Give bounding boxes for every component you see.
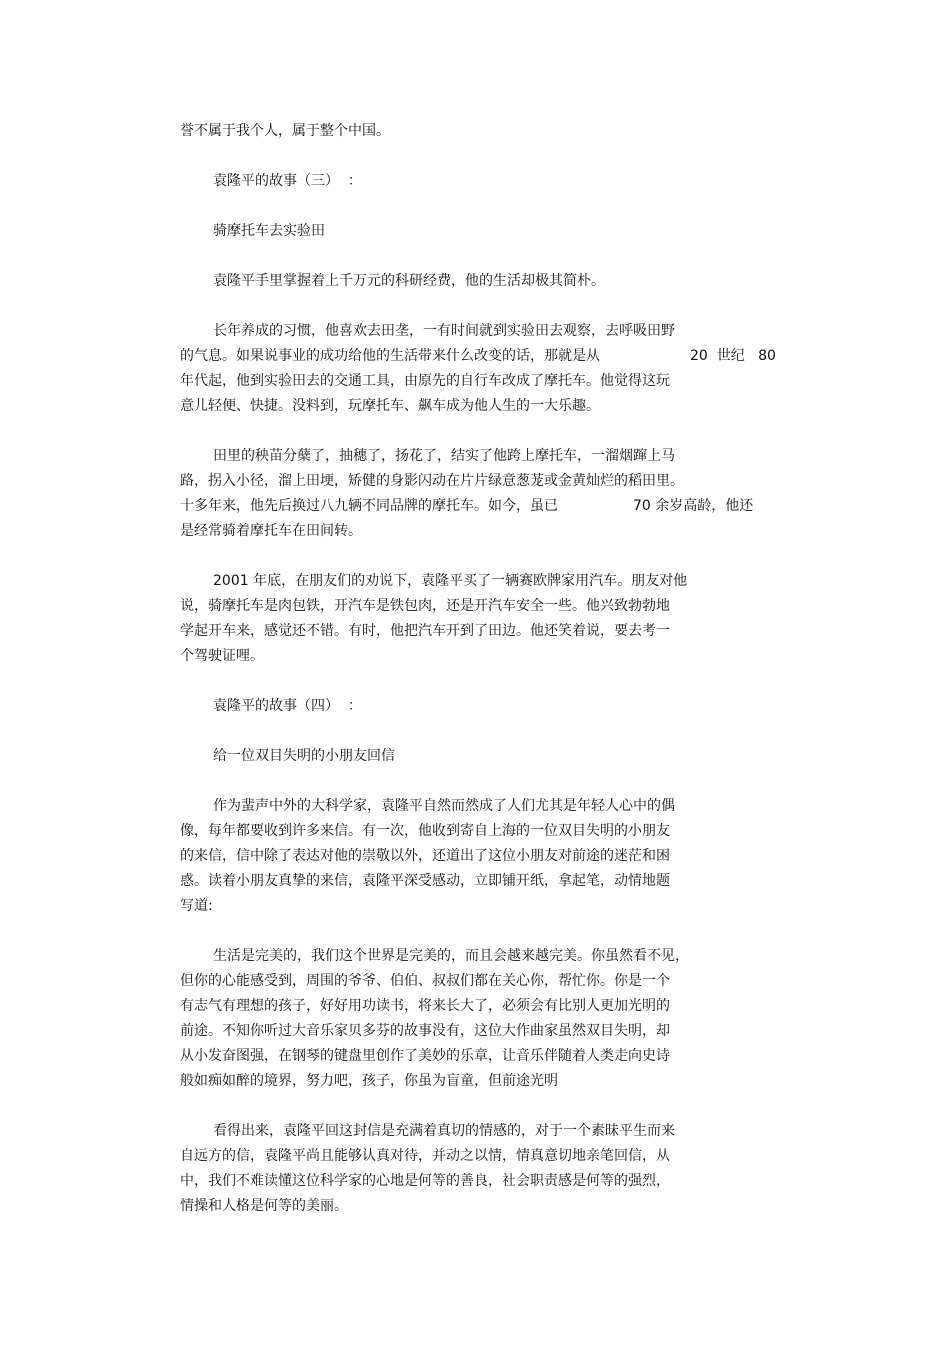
text-line: 是经常骑着摩托车在田间转。 [180,523,362,539]
text-line: 70 余岁高龄，他还 [633,498,754,514]
text-line: 生活是完美的，我们这个世界是完美的，而且会越来越完美。你虽然看不见， [213,948,689,964]
text-line: 从小发奋图强，在钢琴的键盘里创作了美妙的乐章，让音乐伴随着人类走向史诗 [180,1048,670,1064]
text-line: 但你的心能感受到，周围的爷爷、伯伯、叔叔们都在关心你，帮忙你。你是一个 [180,973,670,989]
text-line: 自远方的信，袁隆平尚且能够认真对待，并动之以情，情真意切地亲笔回信，从 [180,1148,670,1164]
section-heading: 袁隆平的故事（三） ： [213,173,362,189]
text-line: 般如痴如醉的境界，努力吧，孩子，你虽为盲童，但前途光明 [180,1073,558,1089]
text-line: 20 世纪 80 [690,348,776,364]
text-line: 情操和人格是何等的美丽。 [180,1198,348,1214]
text-line: 写道: [180,898,213,914]
text-line: 有志气有理想的孩子，好好用功读书，将来长大了，必须会有比别人更加光明的 [180,998,670,1014]
text-line: 誉不属于我个人，属于整个中国。 [180,123,390,139]
text-line: 的气息。如果说事业的成功给他的生活带来什么改变的话，那就是从 [180,348,600,364]
text-line: 路，拐入小径，溜上田埂，矫健的身影闪动在片片绿意葱茏或金黄灿烂的稻田里。 [180,473,684,489]
text-line: 袁隆平手里掌握着上千万元的科研经费，他的生活却极其简朴。 [213,273,605,289]
subsection-title: 骑摩托车去实验田 [213,223,325,239]
subsection-title: 给一位双目失明的小朋友回信 [213,748,395,764]
text-line: 说，骑摩托车是肉包铁，开汽车是铁包肉，还是开汽车安全一些。他兴致勃勃地 [180,598,670,614]
text-line: 意儿轻便、快捷。没料到，玩摩托车、飙车成为他人生的一大乐趣。 [180,398,600,414]
text-line: 作为蜚声中外的大科学家，袁隆平自然而然成了人们尤其是年轻人心中的偶 [213,798,675,814]
section-heading: 袁隆平的故事（四） ： [213,698,362,714]
text-line: 中，我们不难读懂这位科学家的心地是何等的善良，社会职责感是何等的强烈， [180,1173,670,1189]
text-line: 田里的秧苗分蘖了，抽穗了，扬花了，结实了他跨上摩托车，一溜烟蹿上马 [213,448,675,464]
text-line: 十多年来，他先后换过八九辆不同品牌的摩托车。如今，虽已 [180,498,558,514]
text-line: 学起开车来，感觉还不错。有时，他把汽车开到了田边。他还笑着说，要去考一 [180,623,670,639]
text-line: 前途。不知你听过大音乐家贝多芬的故事没有，这位大作曲家虽然双目失明，却 [180,1023,670,1039]
text-line: 像，每年都要收到许多来信。有一次，他收到寄自上海的一位双目失明的小朋友 [180,823,670,839]
text-line: 的来信，信中除了表达对他的崇敬以外，还道出了这位小朋友对前途的迷茫和困 [180,848,670,864]
text-line: 惑。读着小朋友真挚的来信，袁隆平深受感动，立即铺开纸，拿起笔，动情地题 [180,873,670,889]
text-line: 2001 年底，在朋友们的劝说下，袁隆平买了一辆赛欧牌家用汽车。朋友对他 [213,573,688,589]
text-line: 年代起，他到实验田去的交通工具，由原先的自行车改成了摩托车。他觉得这玩 [180,373,670,389]
text-line: 长年养成的习惯，他喜欢去田垄，一有时间就到实验田去观察，去呼吸田野 [213,323,675,339]
text-line: 个驾驶证哩。 [180,648,264,664]
text-line: 看得出来，袁隆平回这封信是充满着真切的情感的，对于一个素昧平生而来 [213,1123,675,1139]
